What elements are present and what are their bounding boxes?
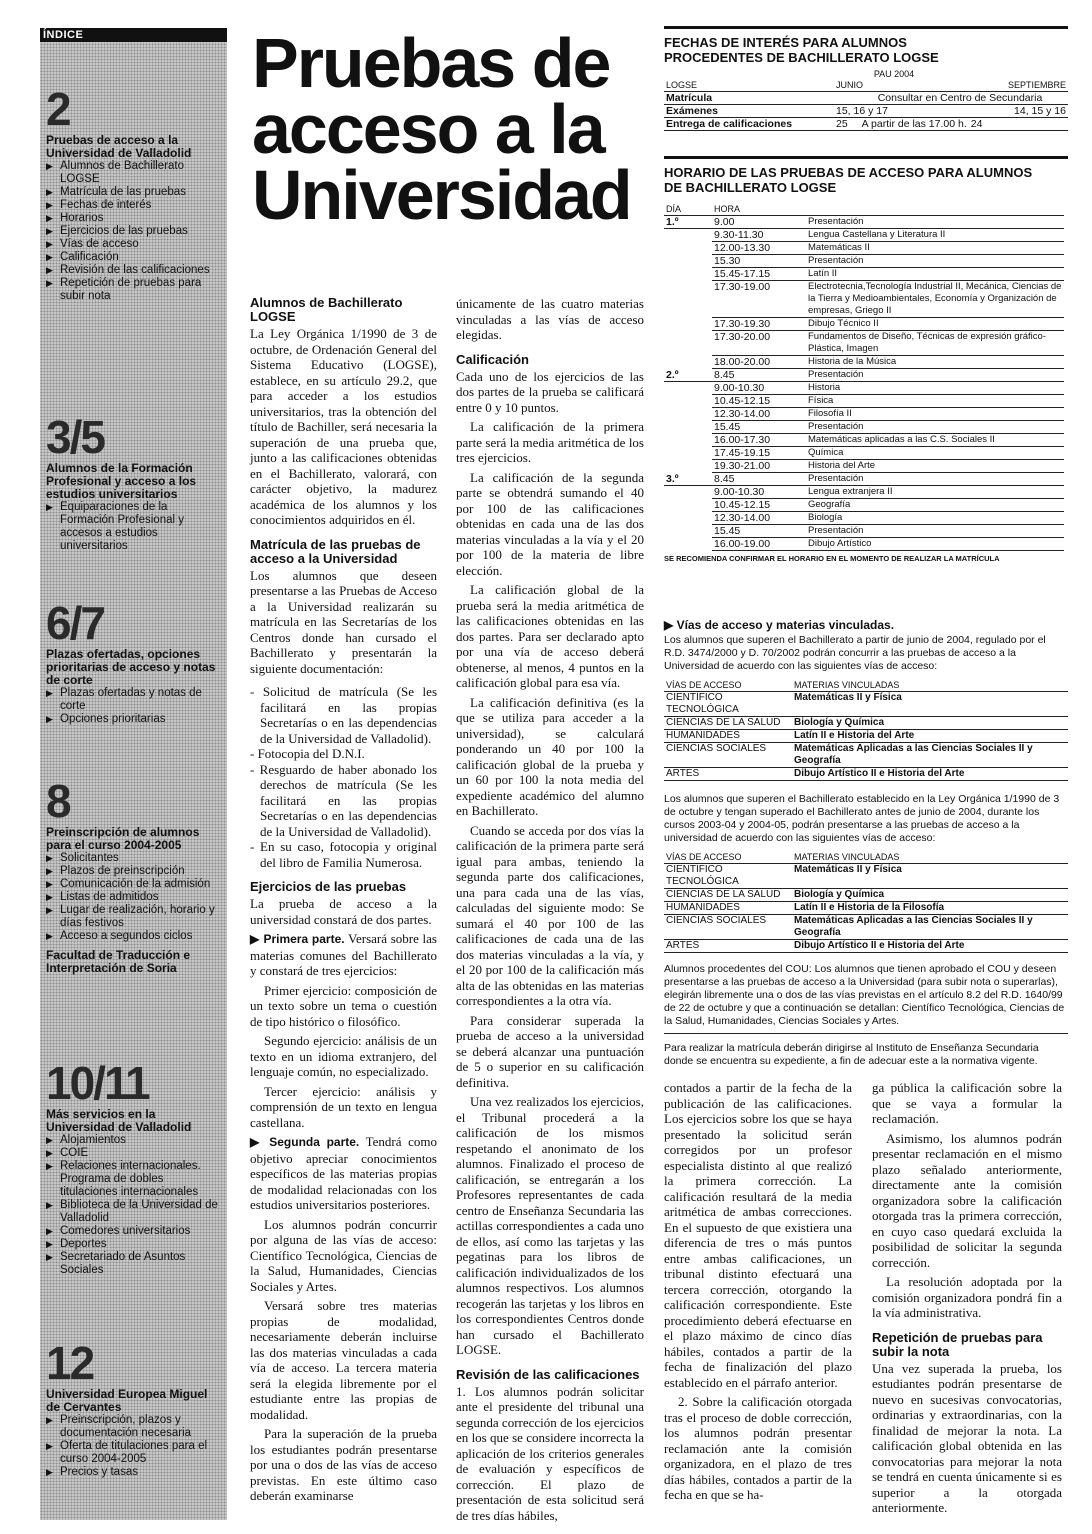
paragraph: Segundo ejercicio: análisis de un texto en un idioma extranjero, del lenguaje común, no especializado. bbox=[250, 1033, 437, 1079]
horario-title: HORARIO DE LAS PRUEBAS DE ACCESO PARA ALUMNOS DE BACHILLERATO LOGSE bbox=[664, 165, 1033, 195]
index-section bbox=[46, 411, 222, 553]
time-cell: 9.00-10.30 bbox=[712, 382, 806, 395]
time-cell: 12.30-14.00 bbox=[712, 512, 806, 525]
table-row bbox=[664, 717, 1068, 730]
time-cell: 12.00-13.30 bbox=[712, 242, 806, 255]
via-cell: CIENTÍFICO TECNOLÓGICA bbox=[664, 864, 792, 889]
day-cell bbox=[664, 408, 712, 421]
list-item: - Solicitud de matrícula (Se les facilitará en las propias Secretarías o en las dependencias de la Universidad de Valladolid). bbox=[250, 684, 437, 746]
index-item: ▶ Biblioteca de la Universidad de Valladolid bbox=[46, 1199, 222, 1225]
table-row bbox=[664, 525, 1064, 538]
index-item: ▶ Revisión de las calificaciones bbox=[46, 264, 222, 277]
index-item: ▶ Alojamientos bbox=[46, 1134, 222, 1147]
row-label: Exámenes bbox=[664, 105, 834, 118]
index-section bbox=[46, 597, 222, 726]
table-row bbox=[664, 242, 1064, 255]
cell: 15, 16 y 17 bbox=[834, 105, 969, 118]
subject-cell: Lengua extranjera II bbox=[806, 486, 1064, 499]
subject-cell: Fundamentos de Diseño, Técnicas de expresión gráfico-Plástica, Imagen bbox=[806, 331, 1064, 356]
pau-label: PAU 2004 bbox=[873, 69, 915, 79]
subject-cell: Historia bbox=[806, 382, 1064, 395]
paragraph bbox=[250, 1134, 437, 1213]
via-cell: CIENCIAS SOCIALES bbox=[664, 743, 792, 768]
table-row bbox=[664, 92, 1068, 105]
cou-paragraph: Alumnos procedentes del COU: Los alumnos que tienen aprobado el COU y deseen presentarse a las pruebas de acceso a la Universidad (para subir nota o superarlas), elegirán libremente una o dos de las vías previstas en el artículo 8.2 del R.D. 1640/99 de 22 de octubre y que a continuación se detallan: Científico Tecnológica, Ciencias de la Salud, Humanidades, Ciencias Sociales y Artes. bbox=[664, 963, 1068, 1034]
index-item: ▶ Precios y tasas bbox=[46, 1466, 222, 1479]
table-row bbox=[664, 118, 1068, 131]
table-row bbox=[664, 940, 1068, 953]
paragraph: Cada uno de los ejercicios de las dos partes de la prueba se calificará entre 0 y 10 puntos. bbox=[456, 368, 644, 415]
index-item: ▶ Solicitantes bbox=[46, 852, 222, 865]
index-item: ▶ Vías de acceso bbox=[46, 238, 222, 251]
table-header-row bbox=[664, 203, 1064, 216]
paragraph: Para considerar superada la prueba de acceso a la universidad se deberá alcanzar una puntuación de 5 o superior en su calificación definitiva. bbox=[456, 1012, 644, 1090]
table-row bbox=[664, 395, 1064, 408]
cell: 25 A partir de las 17.00 h. bbox=[836, 118, 967, 130]
subject-cell: Filosofía II bbox=[806, 408, 1064, 421]
paragraph: La calificación definitiva (es la que se utiliza para acceder a la universidad), se calculará ponderando un 40 por 100 la calificación global de la prueba y un 60 por 100 la nota media del expediente académico del alumno en Bachillerato. bbox=[456, 694, 644, 818]
subject-cell: Biología bbox=[806, 512, 1064, 525]
via-cell: HUMANIDADES bbox=[664, 902, 792, 915]
index-section bbox=[46, 1057, 222, 1277]
table-row bbox=[664, 268, 1064, 281]
table-row bbox=[664, 473, 1064, 486]
subject-cell: Lengua Castellana y Literatura II bbox=[806, 229, 1064, 242]
index-page-number: 2 bbox=[46, 83, 70, 135]
time-cell: 17.45-19.15 bbox=[712, 447, 806, 460]
table-row bbox=[664, 421, 1064, 434]
index-item: ▶ Alumnos de Bachillerato LOGSE bbox=[46, 160, 222, 186]
matricula-paragraph: Para realizar la matrícula deberán dirigirse al Instituto de Enseñanza Secundaria donde se encuentra su expediente, a fin de adecuar este a la normativa vigente. bbox=[664, 1042, 1039, 1067]
paragraph: contados a partir de la fecha de la publicación de las calificaciones. Los ejercicios sobre los que se haya presentado la solicitud serán corregidos por un profesor especialista distinto al que realizó la primera corrección. La calificación resultará de la media aritmética de ambas correcciones. En el supuesto de que existiera una diferencia de tres o más puntos entre ambas calificaciones, un tribunal distinto efectuará una tercera corrección, otorgando la calificación correspondiente. Este procedimiento deberá efectuarse en el plazo máximo de cinco días hábiles, contados a partir de la fecha de finalización del plazo establecido en el párrafo anterior. bbox=[664, 1080, 852, 1390]
vias-box bbox=[664, 618, 1068, 1068]
horario-table bbox=[664, 203, 1064, 551]
subject-cell: Dibujo Artístico bbox=[806, 538, 1064, 551]
day-cell bbox=[664, 525, 712, 538]
materias-cell: Latín II e Historia de la Filosofía bbox=[792, 902, 1068, 915]
index-item: ▶ Relaciones internacionales. Programa de dobles titulaciones internacionales bbox=[46, 1160, 222, 1199]
index-item: ▶ Comedores universitarios bbox=[46, 1225, 222, 1238]
row-label: Matrícula bbox=[664, 92, 834, 105]
index-section-title: Preinscripción de alumnos para el curso 2004-2005 bbox=[46, 825, 200, 852]
table-row bbox=[664, 434, 1064, 447]
via-cell: HUMANIDADES bbox=[664, 730, 792, 743]
section-heading: Calificación bbox=[456, 351, 529, 367]
table-row bbox=[664, 538, 1064, 551]
table-row bbox=[664, 382, 1064, 395]
paragraph: 2. Sobre la calificación otorgada tras el proceso de doble corrección, los alumnos podrán presentar reclamación ante la comisión organizadora, en el plazo de tres días hábiles, contados a partir de la fecha en que se ha- bbox=[664, 1394, 852, 1502]
day-cell bbox=[664, 512, 712, 525]
time-cell: 15.45 bbox=[712, 525, 806, 538]
time-cell: 8.45 bbox=[712, 369, 806, 382]
table-row bbox=[664, 730, 1068, 743]
index-item: ▶ Listas de admitidos bbox=[46, 891, 222, 904]
vias-title: ▶ Vías de acceso y materias vinculadas. bbox=[664, 618, 895, 632]
materias-cell: Dibujo Artístico II e Historia del Arte bbox=[792, 768, 1068, 781]
paragraph: La prueba de acceso a la universidad constará de dos partes. bbox=[250, 896, 437, 927]
section-heading: Repetición de pruebas para subir la nota bbox=[872, 1329, 1043, 1359]
time-cell: 17.30-19.30 bbox=[712, 318, 806, 331]
headline-line: acceso a la bbox=[252, 90, 604, 168]
paragraph: La calificación de la primera parte será la media aritmética de los tres ejercicios. bbox=[456, 419, 644, 465]
subject-cell: Dibujo Técnico II bbox=[806, 318, 1064, 331]
day-cell bbox=[664, 229, 712, 242]
table-row bbox=[664, 447, 1064, 460]
paragraph: Primer ejercicio: composición de un texto sobre un tema o cuestión de tipo histórico o filosófico. bbox=[250, 982, 437, 1029]
paragraph: Cuando se acceda por dos vías la calificación de la primera parte será igual para ambas, teniendo la segunda parte dos calificaciones, una para cada una de las vías, calculadas del siguiente modo: Se sumará el 40 por 100 de las calificaciones de cada una de las dos materias vinculadas a la vía, y el 20 por 100 de la calificación más alta de las obtenidas en las materias correspondientes a la otra vía. bbox=[456, 822, 644, 1008]
index-section-title: Facultad de Traducción e Interpretación de Soria bbox=[46, 948, 191, 975]
article-column-1 bbox=[250, 296, 437, 1508]
time-cell: 15.30 bbox=[712, 255, 806, 268]
index-item: ▶ COIE bbox=[46, 1147, 222, 1160]
index-item: ▶ Secretariado de Asuntos Sociales bbox=[46, 1251, 222, 1277]
subject-cell: Historia de la Música bbox=[806, 356, 1064, 369]
index-section-title: Más servicios en la Universidad de Valladolid bbox=[46, 1107, 192, 1134]
header-cell: HORA bbox=[712, 203, 806, 216]
day-cell bbox=[664, 434, 712, 447]
index-item: ▶ Ejercicios de las pruebas bbox=[46, 225, 222, 238]
time-cell: 10.45-12.15 bbox=[712, 395, 806, 408]
index-item: ▶ Equiparaciones de la Formación Profesional y accesos a estudios universitarios bbox=[46, 501, 222, 553]
time-cell: 15.45-17.15 bbox=[712, 268, 806, 281]
table-row bbox=[664, 229, 1064, 242]
index-section-title: Plazas ofertadas, opciones prioritarias de acceso y notas de corte bbox=[46, 647, 216, 687]
list-item: - Resguardo de haber abonado los derechos de matrícula (Se les facilitará en las propias Secretarías o en las dependencias de la Universidad de Valladolid). bbox=[250, 761, 437, 839]
fechas-table bbox=[664, 79, 1068, 131]
table-row bbox=[664, 331, 1064, 356]
list-item: - En su caso, fotocopia y original del libro de Familia Numerosa. bbox=[250, 839, 437, 870]
day-cell bbox=[664, 421, 712, 434]
index-page-number: 3/5 bbox=[46, 411, 104, 463]
index-item: ▶ Comunicación de la admisión bbox=[46, 878, 222, 891]
paragraph: Tercer ejercicio: análisis y comprensión de un texto en lengua castellana. bbox=[250, 1083, 437, 1130]
table-header-row bbox=[664, 679, 1068, 692]
materias-cell: Latín II e Historia del Arte bbox=[792, 730, 1068, 743]
section-heading: Matrícula de las pruebas de acceso a la Universidad bbox=[250, 536, 421, 566]
index-section-title: Alumnos de la Formación Profesional y acceso a los estudios universitarios bbox=[46, 461, 197, 501]
paragraph: Una vez realizados los ejercicios, el Tribunal procederá a la calificación de los mismos respetando el anonimato de los alumnos. Finalizado el proceso de calificación, se entregarán a los Profesores representantes de cada centro de Enseñanza Secundaria las actillas correspondientes a cada uno de ellos, así como las tarjetas y las pegatinas para los libros de calificación individualizados de los alumnos respectivos. Los alumnos recogerán las tarjetas y los libros en los correspondientes Centros donde han cursado el Bachillerato LOGSE. bbox=[456, 1094, 644, 1357]
day-cell bbox=[664, 318, 712, 331]
index-item: ▶ Matrícula de las pruebas bbox=[46, 186, 222, 199]
table-row bbox=[664, 369, 1064, 382]
paragraph: La resolución adoptada por la comisión organizadora pondrá fin a la vía administrativa. bbox=[872, 1274, 1062, 1320]
day-cell bbox=[664, 268, 712, 281]
table-row bbox=[664, 902, 1068, 915]
time-cell: 19.30-21.00 bbox=[712, 460, 806, 473]
day-cell bbox=[664, 382, 712, 395]
horario-note: SE RECOMIENDA CONFIRMAR EL HORARIO EN EL MOMENTO DE REALIZAR LA MATRÍCULA bbox=[664, 554, 1000, 563]
index-item: ▶ Deportes bbox=[46, 1238, 222, 1251]
paragraph: La calificación global de la prueba será la media aritmética de las calificaciones obtenidas en las dos partes. Para ser declarado apto por una vía de acceso deberá obtenerse, al menos, 4 puntos en la calificación global para esa vía. bbox=[456, 582, 644, 690]
subject-cell: Historia del Arte bbox=[806, 460, 1064, 473]
fechas-box bbox=[664, 26, 1068, 131]
index-sidebar bbox=[40, 28, 227, 1520]
day-cell: 1.º bbox=[664, 216, 712, 229]
header-cell: JUNIO bbox=[834, 79, 969, 92]
via-cell: ARTES bbox=[664, 940, 792, 953]
header-cell: VÍAS DE ACCESO bbox=[664, 851, 792, 864]
header-cell: SEPTIEMBRE bbox=[969, 79, 1068, 92]
index-item: ▶ Preinscripción, plazos y documentación necesaria bbox=[46, 1414, 222, 1440]
time-cell: 9.00-10.30 bbox=[712, 486, 806, 499]
subject-cell: Presentación bbox=[806, 525, 1064, 538]
time-cell: 17.30-19.00 bbox=[712, 281, 806, 318]
table-row bbox=[664, 692, 1068, 717]
subject-cell: Matemáticas II bbox=[806, 242, 1064, 255]
article-column-3 bbox=[664, 1080, 852, 1507]
index-item: ▶ Oferta de titulaciones para el curso 2004-2005 bbox=[46, 1440, 222, 1466]
index-item: ▶ Lugar de realización, horario y días festivos bbox=[46, 904, 222, 930]
day-cell bbox=[664, 447, 712, 460]
section-heading: Ejercicios de las pruebas bbox=[250, 879, 407, 894]
vias-table bbox=[664, 679, 1068, 781]
index-page-number: 12 bbox=[46, 1337, 94, 1389]
index-item: ▶ Plazas ofertadas y notas de corte bbox=[46, 687, 222, 713]
index-item: ▶ Horarios bbox=[46, 212, 222, 225]
day-cell bbox=[664, 255, 712, 268]
index-section bbox=[46, 83, 222, 303]
table-row bbox=[664, 486, 1064, 499]
time-cell: 10.45-12.15 bbox=[712, 499, 806, 512]
index-item: ▶ Repetición de pruebas para subir nota bbox=[46, 277, 222, 303]
subject-cell: Presentación bbox=[806, 255, 1064, 268]
article-column-2 bbox=[456, 296, 644, 1527]
index-section-title: Universidad Europea Miguel de Cervantes bbox=[46, 1387, 208, 1414]
time-cell: 17.30-20.00 bbox=[712, 331, 806, 356]
index-item: ▶ Plazos de preinscripción bbox=[46, 865, 222, 878]
vias-intro: Los alumnos que superen el Bachillerato a partir de junio de 2004, regulado por el R.D. 3474/2000 y D. 70/2002 podrán concurrir a las pruebas de acceso a la Universidad de acuerdo con las siguientes vías de acceso: bbox=[664, 634, 1046, 672]
day-cell bbox=[664, 486, 712, 499]
materias-cell: Biología y Química bbox=[792, 717, 1068, 730]
section-heading: Revisión de las calificaciones bbox=[456, 1366, 640, 1382]
via-cell: ARTES bbox=[664, 768, 792, 781]
time-cell: 18.00-20.00 bbox=[712, 356, 806, 369]
via-cell: CIENCIAS DE LA SALUD bbox=[664, 717, 792, 730]
table-row bbox=[664, 460, 1064, 473]
vias-table bbox=[664, 851, 1068, 953]
paragraph bbox=[250, 931, 437, 979]
horario-box bbox=[664, 156, 1068, 563]
subject-cell: Presentación bbox=[806, 421, 1064, 434]
subject-cell: Electrotecnia,Tecnología Industrial II, Mecánica, Ciencias de la Tierra y Medioambientales, Economía y Organización de empresas, Griego II bbox=[806, 281, 1064, 318]
table-row bbox=[664, 864, 1068, 889]
materias-cell: Dibujo Artístico II e Historia del Arte bbox=[792, 940, 1068, 953]
subject-cell: Presentación bbox=[806, 369, 1064, 382]
materias-cell: Matemáticas II y Física bbox=[792, 864, 1068, 889]
index-page-number: 6/7 bbox=[46, 597, 104, 649]
headline bbox=[252, 24, 632, 234]
table-header-row bbox=[664, 79, 1068, 92]
day-cell bbox=[664, 331, 712, 356]
header-cell: VÍAS DE ACCESO bbox=[664, 679, 792, 692]
paragraph: Versará sobre tres materias propias de modalidad, necesariamente deberán incluirse las dos materias vinculadas a cada vía de acceso. La tercera materia será la elegida libremente por el estudiante entre las propias de modalidad. bbox=[250, 1298, 437, 1422]
header-cell: LOGSE bbox=[664, 79, 834, 92]
fechas-title: FECHAS DE INTERÉS PARA ALUMNOS PROCEDENTES DE BACHILLERATO LOGSE bbox=[664, 35, 939, 65]
day-cell bbox=[664, 395, 712, 408]
time-cell: 16.00-17.30 bbox=[712, 434, 806, 447]
paragraph: Los alumnos que deseen presentarse a las Pruebas de Acceso a la Universidad realizarán su matrícula en las Secretarías de los Centros donde han cursado el Bachillerato y presentarán la siguiente documentación: bbox=[250, 567, 437, 676]
index-item: ▶ Acceso a segundos ciclos bbox=[46, 930, 222, 943]
table-row bbox=[664, 915, 1068, 940]
index-item: ▶ Opciones prioritarias bbox=[46, 713, 222, 726]
day-cell bbox=[664, 460, 712, 473]
table-row bbox=[664, 318, 1064, 331]
index-page-number: 10/11 bbox=[46, 1057, 149, 1109]
day-cell bbox=[664, 242, 712, 255]
run-in-heading: ▶ Segunda parte. bbox=[250, 1135, 360, 1149]
table-row bbox=[664, 356, 1064, 369]
index-header: ÍNDICE bbox=[40, 28, 227, 42]
time-cell: 8.45 bbox=[712, 473, 806, 486]
header-cell: MATERIAS VINCULADAS bbox=[792, 679, 1068, 692]
header-cell: MATERIAS VINCULADAS bbox=[792, 851, 1068, 864]
subject-cell: Latín II bbox=[806, 268, 1064, 281]
paragraph: 1. Los alumnos podrán solicitar ante el presidente del tribunal una segunda corrección de los ejercicios en los que se considere incorrecta la aplicación de los criterios generales de evaluación y específicos de corrección. El plazo de presentación de esta solicitud será de tres días hábiles, bbox=[456, 1383, 644, 1523]
table-row bbox=[664, 105, 1068, 118]
headline-line: Pruebas de bbox=[252, 24, 610, 102]
day-cell: 2.º bbox=[664, 369, 712, 382]
table-row bbox=[664, 768, 1068, 781]
table-row bbox=[664, 889, 1068, 902]
cell: 14, 15 y 16 bbox=[969, 105, 1068, 118]
subject-cell: Presentación bbox=[806, 216, 1064, 229]
index-item: ▶ Fechas de interés bbox=[46, 199, 222, 212]
materias-cell: Matemáticas Aplicadas a las Ciencias Sociales II y Geografía bbox=[792, 743, 1068, 768]
index-section bbox=[46, 775, 222, 975]
row-label: Entrega de calificaciones bbox=[664, 118, 834, 131]
subject-cell: Geografía bbox=[806, 499, 1064, 512]
paragraph: Asimismo, los alumnos podrán presentar reclamación en el mismo plazo señalado anteriormente, directamente ante la comisión organizadora sobre la calificación otorgada tras la primera corrección, en cuyo caso quedará excluida la posibilidad de solicitar la segunda corrección. bbox=[872, 1130, 1062, 1270]
materias-cell: Matemáticas Aplicadas a las Ciencias Sociales II y Geografía bbox=[792, 915, 1068, 940]
article-column-4 bbox=[872, 1080, 1062, 1520]
run-in-heading: ▶ Primera parte. bbox=[250, 932, 345, 946]
table-row bbox=[664, 743, 1068, 768]
materias-cell: Biología y Química bbox=[792, 889, 1068, 902]
paragraph: La Ley Orgánica 1/1990 de 3 de octubre, de Ordenación General del Sistema Educativo (LOGSE), establece, en su artículo 29.2, que para acceder a los estudios universitarios, tras la obtención del título de Bachiller, será necesaria la superación de una prueba que, junto a las calificaciones obtenidas en el Bachillerato, valorará, con carácter objetivo, la madurez académica de los alumnos y los conocimientos adquiridos en él. bbox=[250, 326, 437, 527]
subject-cell: Matemáticas aplicadas a las C.S. Sociales II bbox=[806, 434, 1064, 447]
paragraph: Los alumnos podrán concurrir por alguna de las vías de acceso: Científico Tecnológica, Ciencias de la Salud, Humanidades, Ciencias Sociales y Artes. bbox=[250, 1216, 437, 1294]
vias-intro: Los alumnos que superen el Bachillerato establecido en la Ley Orgánica 1/1990 de 3 de octubre y tengan superado el Bachillerato antes de junio de 2004, durante los cursos 2003-04 y 2004-05, podrán presentarse a las pruebas de acceso a la universidad de acuerdo con las siguientes vías de acceso: bbox=[664, 793, 1060, 844]
header-cell: DÍA bbox=[664, 203, 712, 216]
day-cell bbox=[664, 538, 712, 551]
time-cell: 12.30-14.00 bbox=[712, 408, 806, 421]
table-row bbox=[664, 499, 1064, 512]
table-header-row bbox=[664, 851, 1068, 864]
time-cell: 9.00 bbox=[712, 216, 806, 229]
table-row bbox=[664, 408, 1064, 421]
subject-cell: Física bbox=[806, 395, 1064, 408]
paragraph: La calificación de la segunda parte se obtendrá sumando el 40 por 100 de las calificaciones obtenidas en cada una de las dos materias vinculadas a la vía y el 20 por 100 de la materia de libre elección. bbox=[456, 469, 644, 578]
subject-cell: Química bbox=[806, 447, 1064, 460]
cell: Consultar en Centro de Secundaria bbox=[834, 92, 1068, 105]
table-row bbox=[664, 512, 1064, 525]
via-cell: CIENTÍFICO TECNOLÓGICA bbox=[664, 692, 792, 717]
subject-cell: Presentación bbox=[806, 473, 1064, 486]
section-heading: Alumnos de Bachillerato LOGSE bbox=[250, 295, 403, 324]
day-cell bbox=[664, 281, 712, 318]
paragraph: ga pública la calificación sobre la que se vaya a formular la reclamación. bbox=[872, 1080, 1062, 1126]
paragraph-text: Versará sobre las materias comunes del Bachillerato y constará de tres ejercicios: bbox=[250, 931, 437, 978]
day-cell bbox=[664, 499, 712, 512]
index-page-number: 8 bbox=[46, 775, 70, 827]
table-row bbox=[664, 255, 1064, 268]
index-section bbox=[46, 1337, 222, 1479]
paragraph-text: Tendrá como objetivo apreciar conocimientos específicos de las materias propias de modalidad relacionadas con los estudios universitarios posteriores. bbox=[250, 1134, 437, 1212]
headline-line: Universidad bbox=[252, 156, 631, 234]
index-item: ▶ Calificación bbox=[46, 251, 222, 264]
header-cell bbox=[806, 203, 1064, 216]
index-section-title: Pruebas de acceso a la Universidad de Valladolid bbox=[46, 133, 192, 160]
time-cell: 9.30-11.30 bbox=[712, 229, 806, 242]
via-cell: CIENCIAS SOCIALES bbox=[664, 915, 792, 940]
paragraph: Para la superación de la prueba los estudiantes podrán presentarse por una o dos de las vías de acceso previstas. En este último caso deberán examinarse bbox=[250, 1426, 437, 1503]
list-item: - Fotocopia del D.N.I. bbox=[250, 746, 365, 761]
time-cell: 15.45 bbox=[712, 421, 806, 434]
materias-cell: Matemáticas II y Física bbox=[792, 692, 1068, 717]
time-cell: 16.00-19.00 bbox=[712, 538, 806, 551]
paragraph: Una vez superada la prueba, los estudiantes podrán presentarse de nuevo en sucesivas convocatorias, ordinarias y extraordinarias, con la finalidad de mejorar la nota. La calificación global obtenida en las convocatorias para mejorar la nota se tendrá en cuenta únicamente si es superior a la otorgada anteriormente. bbox=[872, 1360, 1062, 1515]
table-row bbox=[664, 216, 1064, 229]
day-cell: 3.º bbox=[664, 473, 712, 486]
day-cell bbox=[664, 356, 712, 369]
paragraph: únicamente de las cuatro materias vinculadas a las vías de acceso elegidas. bbox=[456, 296, 644, 342]
cell: 24 bbox=[969, 118, 1068, 131]
via-cell: CIENCIAS DE LA SALUD bbox=[664, 889, 792, 902]
table-row bbox=[664, 281, 1064, 318]
